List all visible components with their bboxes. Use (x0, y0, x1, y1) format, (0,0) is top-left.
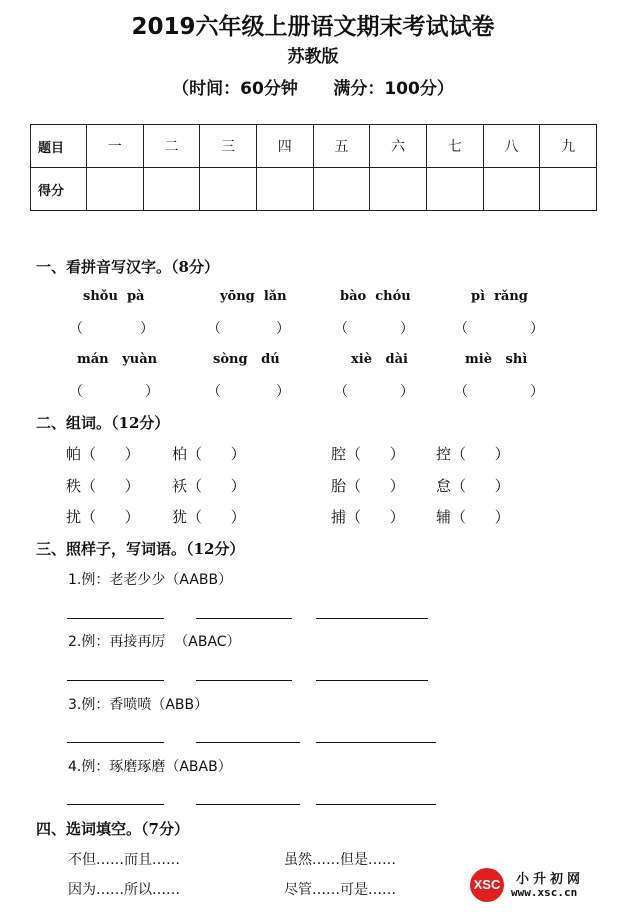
answer-paren-close: ） (140, 321, 154, 337)
answer-paren-open: （ (207, 384, 221, 400)
answer-line[interactable] (316, 680, 428, 681)
conjunction-option: 因为……所以…… (68, 882, 180, 898)
score-table-col-6: 六 (370, 125, 427, 168)
answer-paren-open: （ (454, 384, 468, 400)
score-cell[interactable] (200, 168, 257, 211)
score-table-col-4: 四 (256, 125, 313, 168)
exam-edition: 苏教版 (287, 47, 339, 67)
answer-line[interactable] (316, 742, 436, 743)
example-item: 3.例：香喷喷（ABB） (68, 697, 209, 713)
answer-line[interactable] (316, 804, 436, 805)
example-item: 2.例：再接再厉 （ABAC） (68, 634, 241, 650)
score-cell[interactable] (426, 168, 483, 211)
score-cell[interactable] (87, 168, 144, 211)
answer-line[interactable] (196, 742, 300, 743)
pinyin-item: yōng lǎn (220, 289, 287, 304)
conjunction-option: 虽然……但是…… (284, 852, 396, 868)
answer-line[interactable] (196, 618, 292, 619)
score-table-row-question (31, 125, 597, 168)
pinyin-item: xiè dài (351, 352, 408, 367)
score-cell[interactable] (143, 168, 200, 211)
word-group-item: 秩（ ） (66, 477, 140, 495)
pinyin-item: miè shì (465, 352, 528, 367)
score-table-col-5: 五 (313, 125, 370, 168)
score-cell[interactable] (313, 168, 370, 211)
xsc-logo-icon: XSC (470, 868, 504, 902)
answer-paren-close: ） (530, 384, 544, 400)
word-group-item: 犹（ ） (172, 508, 246, 526)
exam-time-info: （时间：60分钟 满分：100分） (172, 79, 454, 99)
pinyin-item: mán yuàn (77, 352, 158, 367)
answer-paren-open: （ (454, 321, 468, 337)
word-group-item: 扰（ ） (66, 508, 140, 526)
score-cell[interactable] (370, 168, 427, 211)
answer-paren-open: （ (69, 384, 83, 400)
watermark-url: www.xsc.cn (511, 886, 578, 899)
score-table-col-8: 八 (483, 125, 540, 168)
conjunction-option: 不但……而且…… (68, 852, 180, 868)
word-group-item: 怠（ ） (436, 477, 510, 495)
pinyin-item: bào chóu (340, 289, 411, 304)
answer-paren-open: （ (69, 321, 83, 337)
score-table-label-question: 题目 (31, 125, 87, 168)
score-table-col-3: 三 (200, 125, 257, 168)
answer-paren-close: ） (400, 321, 414, 337)
score-table-col-1: 一 (87, 125, 144, 168)
answer-paren-close: ） (276, 384, 290, 400)
score-cell[interactable] (540, 168, 597, 211)
answer-line[interactable] (67, 742, 164, 743)
score-table (30, 124, 597, 211)
word-group-item: 柏（ ） (172, 445, 246, 463)
word-group-item: 控（ ） (436, 445, 510, 463)
word-group-item: 帕（ ） (66, 445, 140, 463)
section4-heading: 四、选词填空。（7分） (36, 820, 189, 838)
answer-line[interactable] (67, 804, 164, 805)
conjunction-option: 尽管……可是…… (284, 882, 396, 898)
answer-paren-close: ） (276, 321, 290, 337)
section1-heading: 一、看拼音写汉字。（8分） (36, 258, 219, 276)
pinyin-item: pì rǎng (471, 289, 528, 304)
example-item: 1.例：老老少少（AABB） (68, 572, 233, 588)
score-cell[interactable] (256, 168, 313, 211)
word-group-item: 辅（ ） (436, 508, 510, 526)
word-group-item: 腔（ ） (331, 445, 405, 463)
word-group-item: 袄（ ） (172, 477, 246, 495)
answer-paren-close: ） (400, 384, 414, 400)
example-item: 4.例：琢磨琢磨（ABAB） (68, 759, 232, 775)
score-table-label-score: 得分 (31, 168, 87, 211)
word-group-item: 胎（ ） (331, 477, 405, 495)
answer-paren-close: ） (145, 384, 159, 400)
pinyin-item: sòng dú (213, 352, 280, 367)
score-table-col-2: 二 (143, 125, 200, 168)
score-cell[interactable] (483, 168, 540, 211)
section2-heading: 二、组词。（12分） (36, 414, 170, 432)
answer-paren-close: ） (530, 321, 544, 337)
answer-paren-open: （ (334, 321, 348, 337)
score-table-row-score (31, 168, 597, 211)
answer-paren-open: （ (334, 384, 348, 400)
score-table-col-7: 七 (426, 125, 483, 168)
section3-heading: 三、照样子，写词语。（12分） (36, 540, 245, 558)
exam-title: 2019六年级上册语文期末考试试卷 (131, 14, 495, 40)
word-group-item: 捕（ ） (331, 508, 405, 526)
answer-line[interactable] (67, 680, 164, 681)
answer-line[interactable] (196, 680, 292, 681)
answer-line[interactable] (196, 804, 300, 805)
score-table-col-9: 九 (540, 125, 597, 168)
answer-paren-open: （ (207, 321, 221, 337)
answer-line[interactable] (67, 618, 164, 619)
answer-line[interactable] (316, 618, 428, 619)
watermark-site-name: 小升初网 (516, 872, 585, 887)
pinyin-item: shǒu pà (83, 289, 145, 304)
